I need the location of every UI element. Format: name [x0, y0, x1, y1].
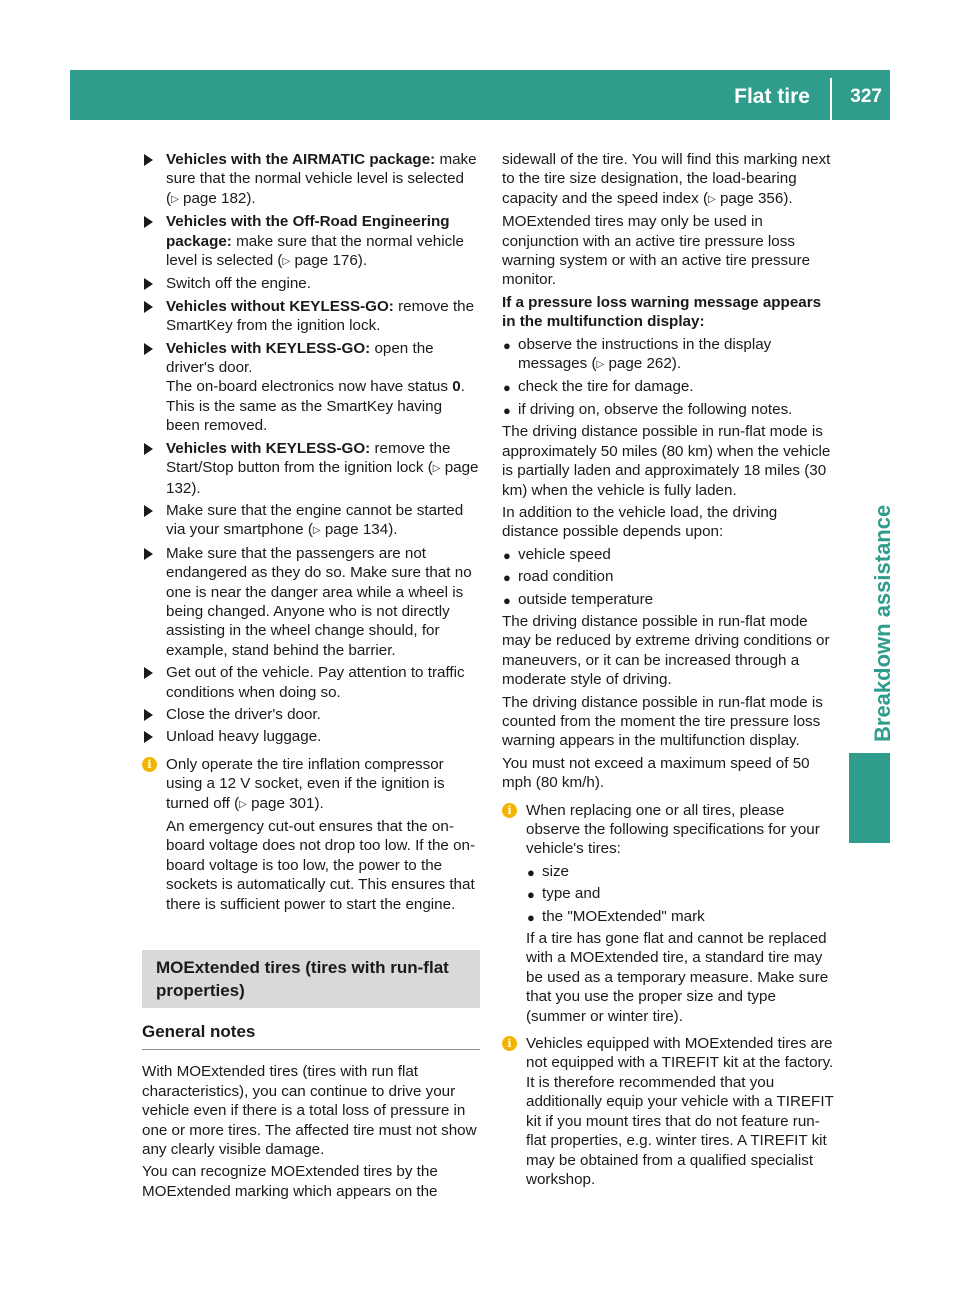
list-item	[526, 907, 836, 926]
header-divider	[830, 78, 832, 120]
triangle-icon: ▷	[432, 463, 441, 475]
list-item	[502, 567, 836, 586]
list-text: type and	[542, 885, 601, 903]
info-icon: i	[502, 1036, 517, 1051]
step-item	[142, 439, 480, 498]
arrow-icon	[144, 443, 153, 455]
list-text: size	[542, 862, 570, 880]
step-text: open the driver's door.	[166, 339, 434, 377]
step-item	[142, 705, 480, 724]
step-text: make sure that the normal vehicle level is selected (	[166, 232, 465, 270]
list-text: check the tire for damage.	[518, 378, 694, 396]
body-paragraph: The driving distance possible in run-flat mode is approximately 50 miles (80 km) when the vehicle is partially laden and approximately 18 miles (30 km) when the vehicle is fully laden.	[502, 423, 831, 499]
info-text: Only operate the tire inflation compressor using a 12 V socket, even if the ignition is turned off (	[166, 755, 445, 812]
triangle-icon: ▷	[312, 525, 321, 537]
step-item	[142, 212, 480, 271]
list-item	[502, 335, 836, 375]
list-item	[502, 590, 836, 609]
step-item	[142, 663, 480, 702]
arrow-icon	[144, 278, 153, 290]
page-ref[interactable]: page 132	[166, 459, 479, 497]
step-item	[142, 501, 480, 541]
triangle-icon: ▷	[239, 798, 247, 810]
body-paragraph: You can recognize MOExtended tires by the MOExtended marking which appears on the	[142, 1163, 438, 1200]
info-text: When replacing one or all tires, please observe the following specifications for your vehicle's tires:	[526, 801, 820, 858]
body-paragraph: You must not exceed a maximum speed of 50 mph (80 km/h).	[502, 754, 810, 792]
bullet-icon: ●	[503, 547, 511, 563]
list-text: ).	[671, 355, 682, 373]
bullet-icon: ●	[503, 380, 511, 396]
list-text: vehicle speed	[518, 545, 611, 563]
step-text: ).	[191, 479, 201, 497]
body-paragraph: MOExtended tires may only be used in conjunction with an active tire pressure loss warning system or with an active tire pressure monitor.	[502, 213, 811, 289]
list-item	[526, 884, 836, 903]
step-text: Close the driver's door.	[166, 705, 321, 723]
subsection-title: General notes	[142, 1022, 480, 1050]
arrow-icon	[144, 343, 153, 355]
step-text: remove the Start/Stop button from the ignition lock (	[166, 439, 451, 477]
list-item	[502, 377, 836, 396]
warning-heading: If a pressure loss warning message appears in the multifunction display:	[502, 293, 822, 331]
info-text: Vehicles equipped with MOExtended tires are not equipped with a TIREFIT kit at the factory. It is therefore recommended that you additionally equip your vehicle with a TIREFIT kit if you mount tires that do not feature run-flat properties, e.g. winter tires. A TIREFIT kit may be obtained from a qualified specialist workshop.	[526, 1035, 834, 1188]
list-text: if driving on, observe the following notes.	[518, 400, 793, 418]
step-text: Get out of the vehicle. Pay attention to traffic conditions when doing so.	[166, 664, 465, 701]
arrow-icon	[144, 154, 153, 166]
right-column	[502, 150, 836, 1192]
info-note	[502, 801, 836, 1026]
info-note	[142, 755, 480, 914]
step-item	[142, 274, 480, 293]
arrow-icon	[144, 709, 153, 721]
list-text: outside temperature	[518, 590, 654, 608]
page-ref[interactable]: page 301	[251, 794, 315, 812]
list-text: road condition	[518, 568, 614, 586]
step-text: ).	[246, 189, 256, 207]
bullet-icon: ●	[503, 337, 511, 353]
triangle-icon: ▷	[282, 256, 291, 268]
step-text: . This is the same as the SmartKey having been removed.	[166, 378, 465, 435]
bullet-icon: ●	[527, 887, 535, 903]
list-item	[502, 545, 836, 564]
header-bar	[70, 70, 890, 120]
body-paragraph: With MOExtended tires (tires with run flat characteristics), you can continue to drive your vehicle even if there is a total loss of pressure in one or more tires. The affected tire must not show any clearly visible damage.	[142, 1063, 477, 1159]
body-text: sidewall of the tire. You will find this marking next to the tire size designation, the load-bearing capacity and the speed index (	[502, 151, 831, 207]
list-item	[526, 862, 836, 881]
list-item	[502, 400, 836, 419]
triangle-icon: ▷	[171, 193, 179, 205]
info-text: If a tire has gone flat and cannot be replaced with a MOExtended tire, a standard tire may be used as a temporary measure. Make sure that you use the proper size and type (summer or winter tire).	[526, 930, 829, 1025]
page-ref[interactable]: page 182	[183, 189, 247, 207]
step-item	[142, 150, 480, 209]
body-paragraph: The driving distance possible in run-flat mode may be reduced by extreme driving conditions or maneuvers, or it can be increased through a moderate style of driving.	[502, 612, 830, 689]
triangle-icon: ▷	[596, 359, 605, 371]
step-label: Vehicles with KEYLESS-GO:	[166, 439, 371, 457]
page-ref[interactable]: page 176	[294, 252, 358, 270]
step-item	[142, 544, 480, 660]
info-icon: i	[142, 757, 157, 772]
page-number: 327	[850, 86, 882, 107]
page-ref[interactable]: page 134	[324, 521, 389, 539]
bullet-icon: ●	[527, 909, 535, 925]
page-ref[interactable]: page 356	[719, 189, 784, 207]
step-text: The on-board electronics now have status	[166, 378, 453, 396]
step-text: Make sure that the engine cannot be started via your smartphone (	[166, 501, 464, 539]
step-text: remove the SmartKey from the ignition lock.	[166, 297, 475, 335]
side-tab-label: Breakdown assistance	[870, 504, 895, 742]
bullet-icon: ●	[527, 864, 535, 880]
info-text: An emergency cut-out ensures that the on-board voltage does not drop too low. If the on-board voltage is too low, the power to the sockets is automatically cut. This ensures that there is sufficient power to start the engine.	[166, 818, 476, 913]
body-paragraph: In addition to the vehicle load, the driving distance possible depends upon:	[502, 503, 778, 541]
bullet-icon: ●	[503, 402, 511, 418]
step-text: Make sure that the passengers are not endangered as they do so. Make sure that no one is near the danger area while a wheel is being changed. Anyone who is not directly assisting in the wheel change should, for example, stand behind the barrier.	[166, 544, 472, 659]
page-title: Flat tire	[734, 85, 810, 108]
info-note	[502, 1034, 836, 1189]
step-item	[142, 727, 480, 746]
step-label: Vehicles with the AIRMATIC package:	[166, 151, 436, 168]
section-title: MOExtended tires (tires with run-flat properties)	[142, 950, 480, 1008]
list-text: the "MOExtended" mark	[542, 907, 705, 925]
step-text: Unload heavy luggage.	[166, 728, 322, 746]
step-label: Vehicles with KEYLESS-GO:	[166, 339, 371, 357]
info-icon: i	[502, 803, 517, 818]
bullet-icon: ●	[503, 592, 511, 608]
step-item	[142, 297, 480, 336]
step-text: ).	[388, 521, 398, 539]
triangle-icon: ▷	[708, 193, 716, 205]
left-column	[142, 150, 480, 1204]
arrow-icon	[144, 301, 153, 313]
list-text: observe the instructions in the display messages (	[518, 335, 772, 373]
arrow-icon	[144, 548, 153, 560]
step-label: Vehicles without KEYLESS-GO:	[166, 297, 394, 315]
step-text: Switch off the engine.	[166, 275, 311, 293]
step-text: ).	[357, 252, 368, 270]
arrow-icon	[144, 731, 153, 743]
page-ref[interactable]: page 262	[608, 355, 672, 373]
body-text: ).	[783, 189, 793, 207]
arrow-icon	[144, 216, 153, 228]
body-paragraph: The driving distance possible in run-flat mode is counted from the moment the tire pressure loss warning appears in the multifunction display.	[502, 693, 823, 750]
arrow-icon	[144, 505, 153, 517]
info-text: ).	[314, 794, 324, 812]
step-label: Vehicles with the Off-Road Engineering package:	[166, 213, 450, 250]
status-value: 0	[452, 378, 461, 396]
bullet-icon: ●	[503, 570, 511, 586]
step-item	[142, 339, 480, 436]
step-text: make sure that the normal vehicle level is selected (	[166, 151, 477, 207]
arrow-icon	[144, 667, 153, 679]
side-tab-marker	[849, 753, 890, 843]
